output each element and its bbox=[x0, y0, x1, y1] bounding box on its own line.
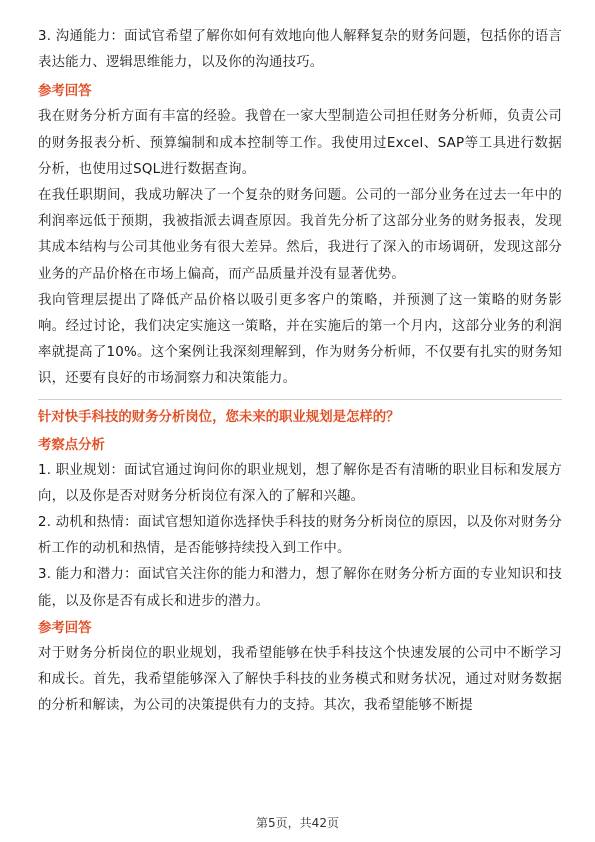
section-divider bbox=[38, 399, 562, 400]
reference-answer-label: 参考回答 bbox=[38, 84, 92, 100]
page-number: 第5页，共42页 bbox=[256, 816, 339, 830]
answer-paragraph: 在我任职期间，我成功解决了一个复杂的财务问题。公司的一部分业务在过去一年中的利润率远低于预期，我被指派去调查原因。我首先分析了这部分业务的财务报表，发现其成本结构与公司其他业务有很大差异。然后，我进行了深入的市场调研，发现这部分业务的产品价格在市场上偏高，而产品质量并没有显著优势。 bbox=[38, 188, 562, 282]
analysis-point-3: 3. 沟通能力：面试官希望了解你如何有效地向他人解释复杂的财务问题，包括你的语言表达能力、逻辑思维能力，以及你的沟通技巧。 bbox=[38, 29, 562, 71]
answer-paragraph: 我在财务分析方面有丰富的经验。我曾在一家大型制造公司担任财务分析师，负责公司的财务报表分析、预算编制和成本控制等工作。我使用过Excel、SAP等工具进行数据分析，也使用过SQL进行数据查询。 bbox=[38, 109, 562, 177]
reference-answer-label: 参考回答 bbox=[38, 620, 92, 636]
analysis-point-1: 1. 职业规划：面试官通过询问你的职业规划，想了解你是否有清晰的职业目标和发展方向，以及你是否对财务分析岗位有深入的了解和兴趣。 bbox=[38, 462, 562, 504]
answer-paragraph: 对于财务分析岗位的职业规划，我希望能够在快手科技这个快速发展的公司中不断学习和成长。首先，我希望能够深入了解快手科技的业务模式和财务状况，通过对财务数据的分析和解读，为公司的决策提供有力的支持。其次，我希望能够不断提 bbox=[38, 645, 562, 714]
answer-paragraph: 我向管理层提出了降低产品价格以吸引更多客户的策略，并预测了这一策略的财务影响。经过讨论，我们决定实施这一策略，并在实施后的第一个月内，这部分业务的利润率就提高了10%。这个案例让我深刻理解到，作为财务分析师，不仅要有扎实的财务知识，还要有良好的市场洞察力和决策能力。 bbox=[38, 292, 562, 387]
interview-question: 针对快手科技的财务分析岗位，您未来的职业规划是怎样的？ bbox=[38, 409, 400, 425]
analysis-label: 考察点分析 bbox=[38, 437, 105, 453]
document-page bbox=[38, 24, 562, 719]
analysis-point-3: 3. 能力和潜力：面试官关注你的能力和潜力，想了解你在财务分析方面的专业知识和技能，以及你是否有成长和进步的潜力。 bbox=[38, 567, 562, 609]
analysis-point-2: 2. 动机和热情：面试官想知道你选择快手科技的财务分析岗位的原因，以及你对财务分析工作的动机和热情，是否能够持续投入到工作中。 bbox=[38, 515, 562, 557]
